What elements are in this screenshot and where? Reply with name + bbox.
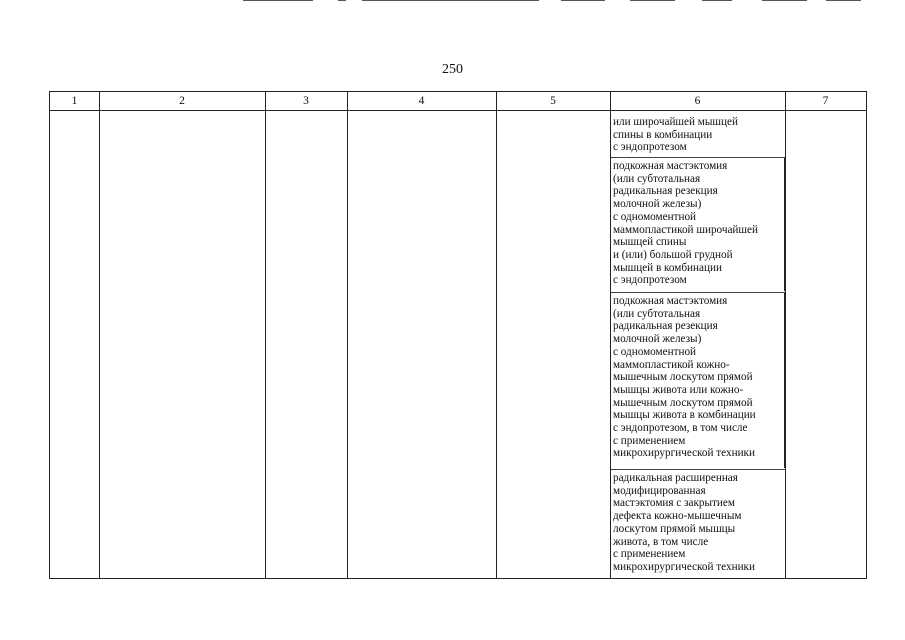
scan-artifact [362,0,539,1]
scan-artifact [561,0,605,1]
column-header: 4 [418,95,425,107]
document-table [49,91,867,579]
column-header: 5 [550,95,556,107]
scan-artifact [702,0,732,1]
column-header: 2 [179,95,185,107]
column-divider [347,92,348,578]
scan-artifact [826,0,861,1]
scan-artifact [243,0,313,1]
table-header-row [50,92,866,111]
column-header: 7 [822,95,829,107]
page-number: 250 [442,62,463,77]
method-entry: подкожная мастэктомия (или субтотальная радикальная резекция молочной железы) с одномоментной маммопластикой кожно- мышечным лоскутом прямой мышцы живота или кожно- мышечным лоскутом прямой мышцы живота в комбинации с эндопротезом, в том числе с применением микрохирургической техники [611,293,785,468]
column-divider [265,92,266,578]
column-header: 3 [303,95,309,107]
column-header: 6 [694,95,701,107]
method-entry: радикальная расширенная модифицированная мастэктомия с закрытием дефекта кожно-мышечным лоскутом прямой мышцы живота, в том числе с применением микрохирургической техники [613,472,755,573]
column-divider [785,92,786,578]
column-divider [99,92,100,578]
scan-artifact [762,0,807,1]
column-header: 1 [71,95,78,107]
method-entry: или широчайшей мышцей спины в комбинации с эндопротезом [613,116,738,154]
scan-artifact [630,0,675,1]
method-entry: подкожная мастэктомия (или субтотальная радикальная резекция молочной железы) с одномоментной маммопластикой широчайшей мышцей спины и (или) большой грудной мышцей в комбинации с эндопротезом [611,158,785,291]
column-divider [496,92,497,578]
scan-artifact [338,0,346,1]
column-6-cell [611,111,785,578]
